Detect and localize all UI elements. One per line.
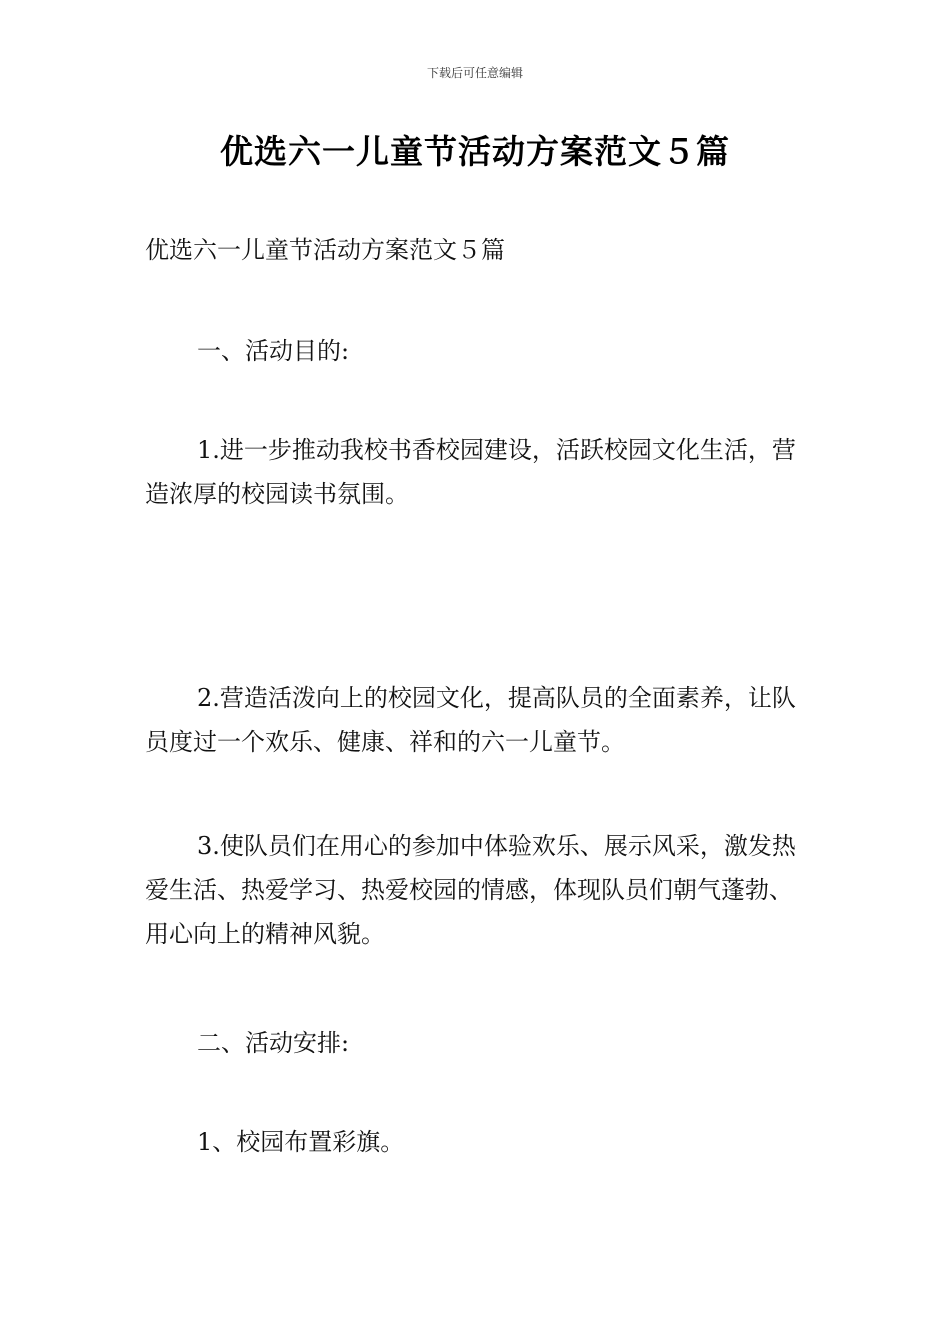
arrangement-item-1: 1、校园布置彩旗。 [197, 1128, 405, 1156]
header-note: 下载后可任意编辑 [426, 66, 523, 80]
purpose-item-1: 1.进一步推动我校书香校园建设，活跃校园文化生活，营造浓厚的校园读书氛围。 [145, 436, 796, 508]
document-subtitle: 优选六一儿童节活动方案范文５篇 [145, 236, 505, 264]
section-heading-purpose: 一、活动目的: [197, 337, 350, 365]
document-title: 优选六一儿童节活动方案范文５篇 [220, 132, 730, 171]
purpose-item-2: 2.营造活泼向上的校园文化，提高队员的全面素养，让队员度过一个欢乐、健康、祥和的六一儿童节。 [145, 684, 796, 756]
purpose-item-3: 3.使队员们在用心的参加中体验欢乐、展示风采，激发热爱生活、热爱学习、热爱校园的情感，体现队员们朝气蓬勃、用心向上的精神风貌。 [145, 832, 796, 948]
section-heading-arrangement: 二、活动安排: [197, 1029, 350, 1057]
